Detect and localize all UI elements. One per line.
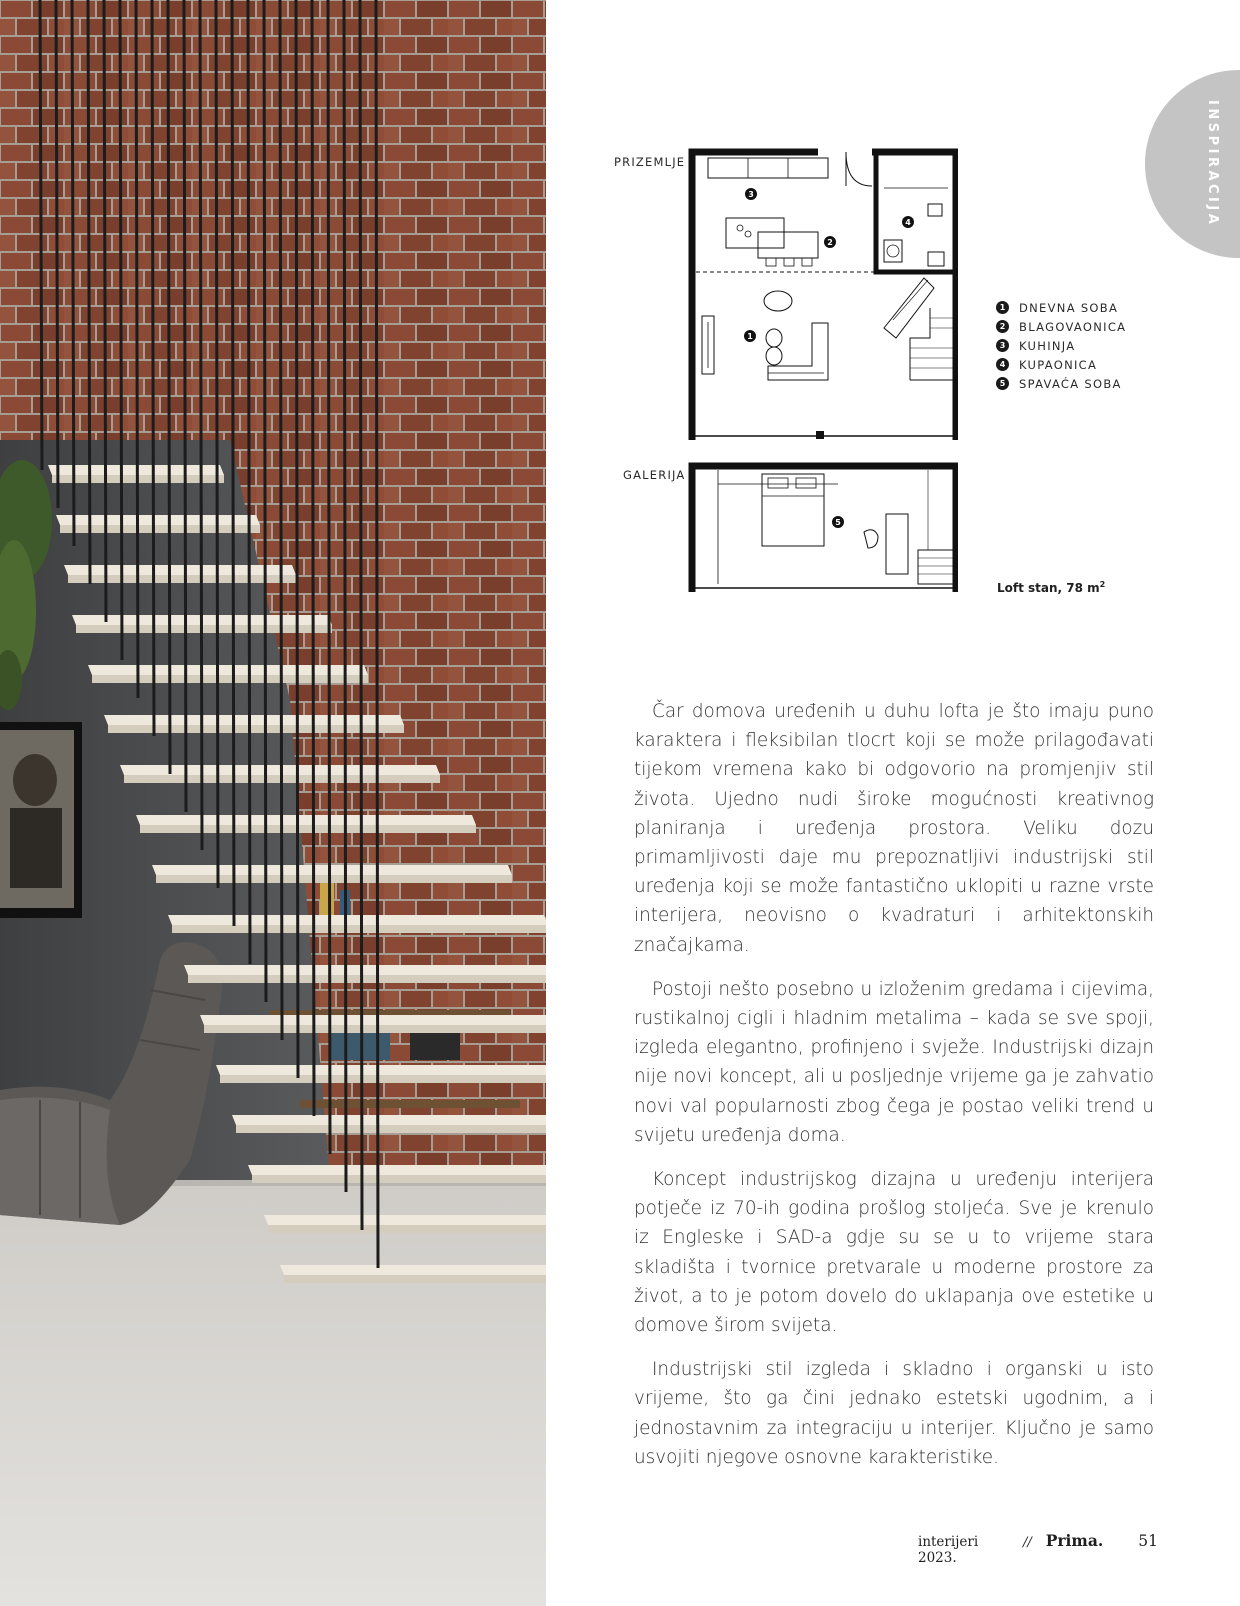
stair-step-edge — [220, 1075, 546, 1083]
stair-step — [88, 665, 368, 675]
legend-item — [996, 336, 1126, 355]
stair-step-edge — [252, 1175, 546, 1183]
legend-label: BLAGOVAONICA — [1019, 319, 1127, 334]
suspension-rod — [248, 0, 250, 964]
article-paragraph: Čar domova uređenih u duhu lofta je što imaju puno karaktera i fleksibilan tlocrt koji se može prilagođavati tijekom vremena kako bi odgovorio na promjenjiv stil života. Ujedno nudi široke mogućnosti kreativnog planiranja i uređenja prostora. Veliku dozu primamljivosti daje mu prepoznatljivi industrijski stil uređenja koji se može fantastično uklopiti u razne vrste interijera, neovisno o kvadraturi i arhitektonskih značajkama. — [634, 701, 1154, 956]
suspension-rod — [360, 0, 362, 1230]
stair-step — [200, 1015, 546, 1025]
legend-number: 5 — [996, 377, 1009, 390]
suspension-rod — [88, 0, 90, 584]
framed-picture — [0, 722, 82, 918]
footer-issue: interijeri 2023. — [918, 1534, 979, 1566]
legend-number: 4 — [996, 358, 1009, 371]
stair-step — [280, 1265, 546, 1275]
suspension-rod — [56, 0, 58, 508]
svg-text:3: 3 — [748, 190, 754, 199]
footer-separator: // — [1022, 1535, 1032, 1550]
stair-step-edge — [236, 1125, 546, 1133]
legend-label: SPAVAĆA SOBA — [1019, 376, 1122, 391]
stair-step — [136, 815, 476, 825]
floor-plan-legend — [996, 298, 1126, 393]
article-body — [634, 697, 1154, 1487]
stair-step — [264, 1215, 546, 1225]
stair-step — [248, 1165, 546, 1175]
suspension-rod — [72, 0, 74, 546]
suspension-rod — [184, 0, 186, 812]
article-paragraph: Postoji nešto posebno u izloženim gredama i cijevima, rustikalnoj cigli i hladnim metalima – kada se sve spoji, izgleda elegantno, profinjeno i svježe. Industrijski dizajn nije novi koncept, ali u posljednje vrijeme ga je zahvatio novi val popularnosti zbog čega je postao veliki trend u svijetu uređenja doma. — [634, 978, 1154, 1146]
ground-floor-plan — [688, 148, 958, 440]
suspension-rod — [328, 0, 330, 1154]
stair-step-edge — [204, 1025, 546, 1033]
legend-item — [996, 374, 1126, 393]
stair-step-edge — [92, 675, 368, 683]
stair-step-edge — [68, 575, 296, 583]
stair-step-edge — [76, 625, 332, 633]
stair-step — [232, 1115, 546, 1125]
stair-step-edge — [140, 825, 476, 833]
gallery-floor-plan — [688, 462, 958, 592]
stair-step-edge — [188, 975, 546, 983]
stair-step — [168, 915, 546, 925]
gallery-floor-label: GALERIJA — [623, 468, 686, 482]
stair-step-edge — [172, 925, 546, 933]
legend-item — [996, 317, 1126, 336]
legend-label: DNEVNA SOBA — [1019, 300, 1119, 315]
interior-photo — [0, 0, 546, 1606]
suspension-rod — [216, 0, 218, 888]
svg-text:2: 2 — [827, 238, 833, 247]
suspension-rod — [264, 0, 266, 1002]
floor-plan-caption: Loft stan, 78 $m^2$ — [997, 580, 1106, 595]
stair-step-edge — [268, 1225, 546, 1233]
page-footer — [918, 1531, 1158, 1566]
legend-number: 2 — [996, 320, 1009, 333]
suspension-rod — [232, 0, 234, 926]
stair-step — [152, 865, 512, 875]
ground-floor-label: PRIZEMLJE — [614, 155, 686, 169]
legend-item — [996, 355, 1126, 374]
legend-number: 1 — [996, 301, 1009, 314]
svg-text:5: 5 — [835, 518, 841, 527]
suspension-rod — [280, 0, 282, 1040]
section-tab-label: INSPIRACIJA — [1205, 100, 1220, 228]
stair-step — [216, 1065, 546, 1075]
suspension-rod — [136, 0, 138, 698]
legend-label: KUHINJA — [1019, 338, 1076, 353]
suspension-rod — [344, 0, 346, 1192]
stair-step — [64, 565, 296, 575]
footer-brand: Prima. — [1045, 1531, 1104, 1550]
suspension-rod — [40, 0, 42, 470]
svg-text:1: 1 — [747, 332, 753, 341]
stair-step-edge — [156, 875, 512, 883]
article-paragraph: Industrijski stil izgleda i skladno i organski u isto vrijeme, što ga čini jednako estetski ugodnim, a i jednostavnim za integraciju u interijer. Ključno je samo usvojiti njegove osnovne karakteristike. — [634, 1359, 1154, 1468]
suspension-rod — [312, 0, 314, 1116]
stair-step-edge — [284, 1275, 546, 1283]
suspension-rod — [120, 0, 122, 660]
legend-number: 3 — [996, 339, 1009, 352]
page-number: 51 — [1138, 1532, 1158, 1550]
article-paragraph: Koncept industrijskog dizajna u uređenju interijera potječe iz 70-ih godina prošlog stoljeća. Sve je krenulo iz Engleske i SAD-a gdje su se u to vrijeme stara skladišta i tvornice pretvarale u moderne prostore za život, a to je potom dovelo do uklapanja ove estetike u domove širom svijeta. — [634, 1169, 1154, 1337]
legend-label: KUPAONICA — [1019, 357, 1098, 372]
suspension-rod — [200, 0, 202, 850]
suspension-rod — [376, 0, 378, 1268]
concrete-floor — [0, 1180, 546, 1606]
stair-step-edge — [108, 725, 404, 733]
suspension-rod — [104, 0, 106, 622]
stair-step — [184, 965, 546, 975]
suspension-rod — [296, 0, 298, 1078]
stair-step — [104, 715, 404, 725]
svg-text:4: 4 — [905, 218, 911, 227]
suspension-rod — [168, 0, 170, 774]
legend-item — [996, 298, 1126, 317]
stair-step — [56, 515, 260, 525]
suspension-rod — [152, 0, 154, 736]
